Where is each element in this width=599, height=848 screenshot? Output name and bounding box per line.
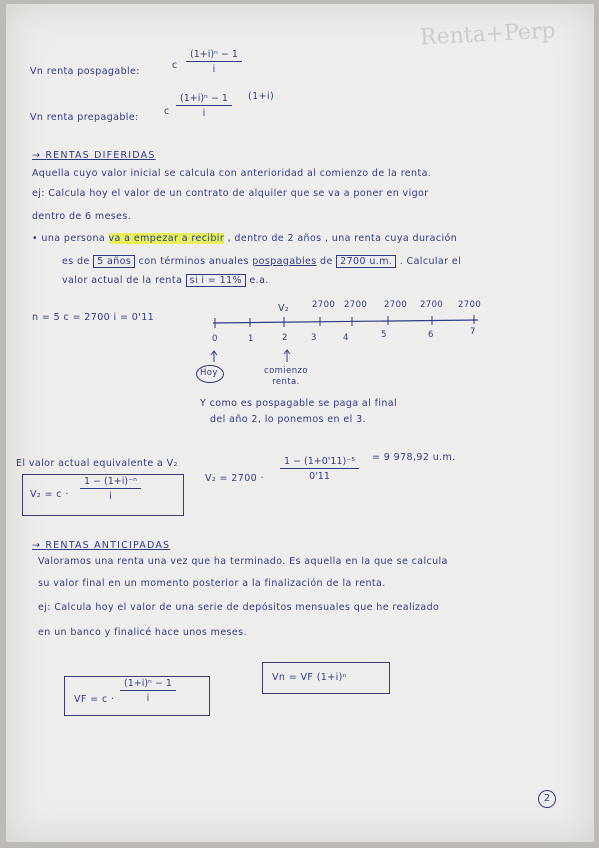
timeline-amount-4: 2700 — [420, 300, 444, 310]
vf-formula-denominator: i — [146, 693, 150, 704]
tick-6: 6 — [428, 330, 434, 340]
tick-2: 2 — [282, 333, 288, 343]
example-line-3-a: valor actual de la renta — [62, 275, 183, 286]
tick-3: 3 — [311, 333, 317, 343]
anticipadas-line-1: Valoramos una renta una vez que ha terminado. Es aquella en la que se calcula — [38, 556, 448, 567]
pospagable-label: Vn renta pospagable: — [30, 66, 140, 77]
tick-7: 7 — [470, 327, 476, 337]
diferidas-line-1: Aquella cuyo valor inicial se calcula con anterioridad al comienzo de la renta. — [32, 168, 432, 179]
timeline-amount-3: 2700 — [384, 300, 408, 310]
anticipadas-line-2: su valor final en un momento posterior a la finalización de la renta. — [38, 578, 386, 589]
tick-4: 4 — [343, 333, 349, 343]
timeline-amount-1: 2700 — [312, 300, 336, 310]
timeline-note-2: del año 2, lo ponemos en el 3. — [210, 414, 366, 425]
v2-calc-fraction — [280, 456, 359, 482]
boxed-5-anos: 5 años — [93, 255, 135, 268]
vn-formula: Vn = VF (1+i)ⁿ — [272, 672, 347, 683]
example-line-2-a: es de — [62, 256, 90, 267]
v2-calc-lhs: V₂ = 2700 · — [205, 473, 264, 484]
boxed-interest: si i = 11% — [186, 274, 246, 287]
example-line-1-b: , dentro de 2 años , una renta cuya duración — [227, 233, 458, 244]
hoy-label: Hoy — [200, 368, 218, 378]
timeline-params: n = 5 c = 2700 i = 0'11 — [32, 312, 155, 323]
highlighted-phrase: va a empezar a recibir — [108, 233, 225, 244]
timeline-amount-5: 2700 — [458, 300, 482, 310]
v2-calc-denominator: 0'11 — [309, 471, 330, 482]
boxed-2700: 2700 u.m. — [336, 255, 396, 268]
v2-formula-fraction — [80, 476, 141, 502]
anticipadas-line-3: ej: Calcula hoy el valor de una serie de depósitos mensuales que he realizado — [38, 602, 440, 613]
comienzo-renta-label: comienzo renta. — [264, 366, 308, 387]
v2-result: = 9 978,92 u.m. — [372, 452, 456, 463]
v2-formula-denominator: i — [109, 491, 112, 502]
example-line-2-c: de — [320, 256, 333, 267]
diferidas-line-2: ej: Calcula hoy el valor de un contrato de alquiler que se va a poner en vigor — [32, 188, 429, 199]
vf-formula-lhs: VF = c · — [74, 694, 115, 705]
v2-formula-lhs: V₂ = c · — [30, 489, 69, 500]
vf-formula-numerator: (1+i)ⁿ − 1 — [120, 678, 176, 691]
tick-5: 5 — [381, 330, 387, 340]
tick-1: 1 — [248, 334, 254, 344]
example-line-1-a: • una persona — [32, 233, 106, 244]
example-line-2-b: con términos anuales — [138, 256, 249, 267]
timeline-note-1: Y como es pospagable se paga al final — [200, 398, 398, 409]
example-line-2-d: . Calcular el — [399, 256, 462, 267]
v2-calc-numerator: 1 − (1+0'11)⁻⁵ — [280, 456, 359, 469]
underlined-pospagables: pospagables — [252, 256, 317, 267]
tick-0: 0 — [212, 334, 218, 344]
heading-rentas-diferidas: → RENTAS DIFERIDAS — [32, 150, 156, 161]
pospagable-c: c — [172, 60, 178, 71]
bleed-through-text: Renta+Perp — [419, 18, 557, 51]
page-number: 2 — [538, 790, 556, 808]
timeline-amount-2: 2700 — [344, 300, 368, 310]
anticipadas-line-4: en un banco y finalicé hace unos meses. — [38, 627, 247, 638]
prepagable-denominator: i — [202, 108, 206, 119]
pospagable-numerator: (1+i)ⁿ − 1 — [186, 49, 242, 62]
example-line-3-b: e.a. — [249, 275, 269, 286]
vf-formula-fraction — [120, 678, 176, 704]
heading-rentas-anticipadas: → RENTAS ANTICIPADAS — [32, 540, 171, 551]
prepagable-factor: (1+i) — [248, 91, 275, 102]
timeline-v2-label: V₂ — [278, 303, 290, 314]
v2-formula-numerator: 1 − (1+i)⁻ⁿ — [80, 476, 141, 489]
valor-actual-label: El valor actual equivalente a V₂ — [16, 458, 178, 469]
pospagable-denominator: i — [212, 64, 216, 75]
prepagable-numerator: (1+i)ⁿ − 1 — [176, 93, 232, 106]
prepagable-c: c — [164, 106, 170, 117]
prepagable-label: Vn renta prepagable: — [30, 112, 139, 123]
diferidas-line-3: dentro de 6 meses. — [32, 211, 132, 222]
